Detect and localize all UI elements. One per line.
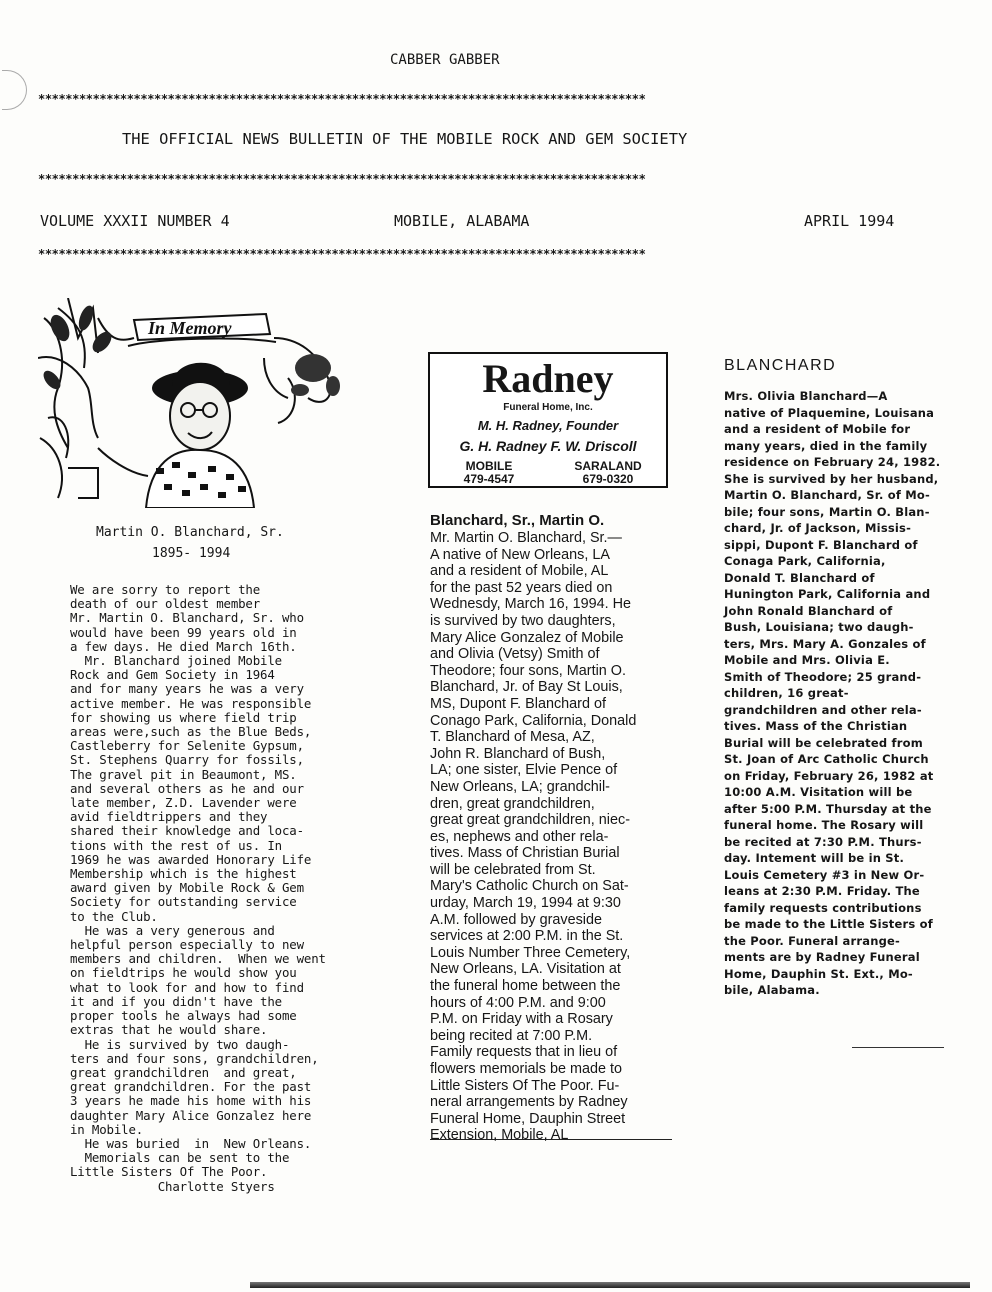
star-divider: ***************************************************************************************** xyxy=(38,92,646,106)
ad-location-mobile xyxy=(444,460,534,486)
memorial-years: 1895- 1994 xyxy=(152,546,231,561)
ad-location-phone: 479-4547 xyxy=(463,472,515,486)
memorial-illustration xyxy=(38,298,348,508)
portrait-drawing xyxy=(38,298,348,508)
obituary-heading: BLANCHARD xyxy=(724,357,837,374)
ad-partners: G. H. Radney F. W. Driscoll xyxy=(459,438,637,454)
location: MOBILE, ALABAMA xyxy=(394,212,530,230)
newsletter-subtitle: THE OFFICIAL NEWS BULLETIN OF THE MOBILE ROCK AND GEM SOCIETY xyxy=(122,130,688,148)
punch-hole-mark xyxy=(2,70,27,110)
scan-edge-bar xyxy=(250,1282,970,1288)
memorial-name: Martin O. Blanchard, Sr. xyxy=(96,525,284,540)
ad-location-saraland xyxy=(560,460,656,486)
divider-line xyxy=(430,1139,672,1140)
newsletter-title: CABBER GABBER xyxy=(390,52,500,68)
ad-location-phone: 679-0320 xyxy=(582,472,634,486)
issue-date: APRIL 1994 xyxy=(804,212,895,230)
divider-line xyxy=(852,1047,944,1048)
ad-location-name: MOBILE xyxy=(465,459,513,473)
ad-subtitle: Funeral Home, Inc. xyxy=(503,402,593,413)
obituary-heading: Blanchard, Sr., Martin O. xyxy=(430,512,605,529)
volume-number: VOLUME XXXII NUMBER 4 xyxy=(40,212,230,230)
banner-text: In Memory xyxy=(148,318,232,338)
obituary-text: Mr. Martin O. Blanchard, Sr.— A native of New Orleans, LA and a resident of Mobile, AL for the past 52 years died on Wednesdy, March 16, 1994. He is survived by two daughters, Mary Alice Gonzalez of Mobile and Olivia (Vetsy) Smith of Theodore; four sons, Martin O. Blanchard, Jr. of Bay St Louis, MS, Dupont F. Blanchard of Conago Park, California, Donald T. Blanchard of Mesa, AZ, John R. Blanchard of Bush, LA; one sister, Elvie Pence of New Orleans, LA; grandchil- dren, great grandchildren, great great grandchildren, niec- es, nephews and other rela- tives. Mass of Christian Burial will be celebrated from St. Mary's Catholic Church on Sat- urday, March 19, 1994 at 9:30 A.M. followed by graveside services at 2:00 P.M. in the St. Louis Number Three Cemetery, New Orleans, LA. Visitation at the funeral home between the hours of 4:00 P.M. and 9:00 P.M. on Friday with a Rosary being recited at 7:00 P.M. Family requests that in lieu of flowers memorials be made to Little Sisters Of The Poor. Fu- neral arrangements by Radney Funeral Home, Dauphin Street Extension, Mobile, AL xyxy=(430,530,637,1144)
ad-founder: M. H. Radney, Founder xyxy=(477,418,619,433)
star-divider: ***************************************************************************************** xyxy=(38,247,646,261)
ad-location-name: SARALAND xyxy=(574,459,642,473)
ad-brand: Radney xyxy=(482,356,614,401)
memorial-article: We are sorry to report the death of our oldest member Mr. Martin O. Blanchard, Sr. who would have been 99 years old in a few days. He died March 16th. Mr. Blanchard joined Mobile Rock and Gem Society in 1964 and for many years he was a very active member. He was responsible for showing us where field trip areas were,such as the Blue Beds, Castleberry for Selenite Gypsum, St. Stephens Quarry for fossils, The gravel pit in Beaumont, MS. and several others as he and our late member, Z.D. Lavender were avid fieldtrippers and they shared their knowledge and loca- tions with the rest of us. In 1969 he was awarded Honorary Life Membership which is the highest award given by Mobile Rock & Gem Society for outstanding service to the Club. He was a very generous and helpful person especially to new members and children. When we went on fieldtrips he would show you what to look for and how to find it and if you didn't have the proper tools he always had some extras that he would share. He is survived by two daugh- ters and four sons, grandchildren, great grandchildren and great, great grandchildren. For the past 3 years he made his home with his daughter Mary Alice Gonzalez here in Mobile. He was buried in New Orleans. Memorials can be sent to the Little Sisters Of The Poor. Charlotte Styers xyxy=(70,582,326,1194)
funeral-home-ad xyxy=(428,352,668,488)
obituary-text: Mrs. Olivia Blanchard—A native of Plaquemine, Louisana and a resident of Mobile for many years, died in the family residence on February 24, 1982. She is survived by her husband, Martin O. Blanchard, Sr. of Mo- bile; four sons, Martin O. Blan- chard, Jr. of Jackson, Missis- sippi, Dupont F. Blanchard of Conaga Park, California, Donald T. Blanchard of Hunington Park, California and John Ronald Blanchard of Bush, Louisiana; two daugh- ters, Mrs. Mary A. Gonzales of Mobile and Mrs. Olivia E. Smith of Theodore; 25 grand- children, 16 great- grandchildren and other rela- tives. Mass of the Christian Burial will be celebrated from St. Joan of Arc Catholic Church on Friday, February 26, 1982 at 10:00 A.M. Visitation will be after 5:00 P.M. Thursday at the funeral home. The Rosary will be recited at 7:30 P.M. Thurs- day. Intement will be in St. Louis Cemetery #3 in New Or- leans at 2:30 P.M. Friday. The family requests contributions be made to the Little Sisters of the Poor. Funeral arrange- ments are by Radney Funeral Home, Dauphin St. Ext., Mo- bile, Alabama. xyxy=(724,389,941,997)
star-divider: ***************************************************************************************** xyxy=(38,172,646,186)
